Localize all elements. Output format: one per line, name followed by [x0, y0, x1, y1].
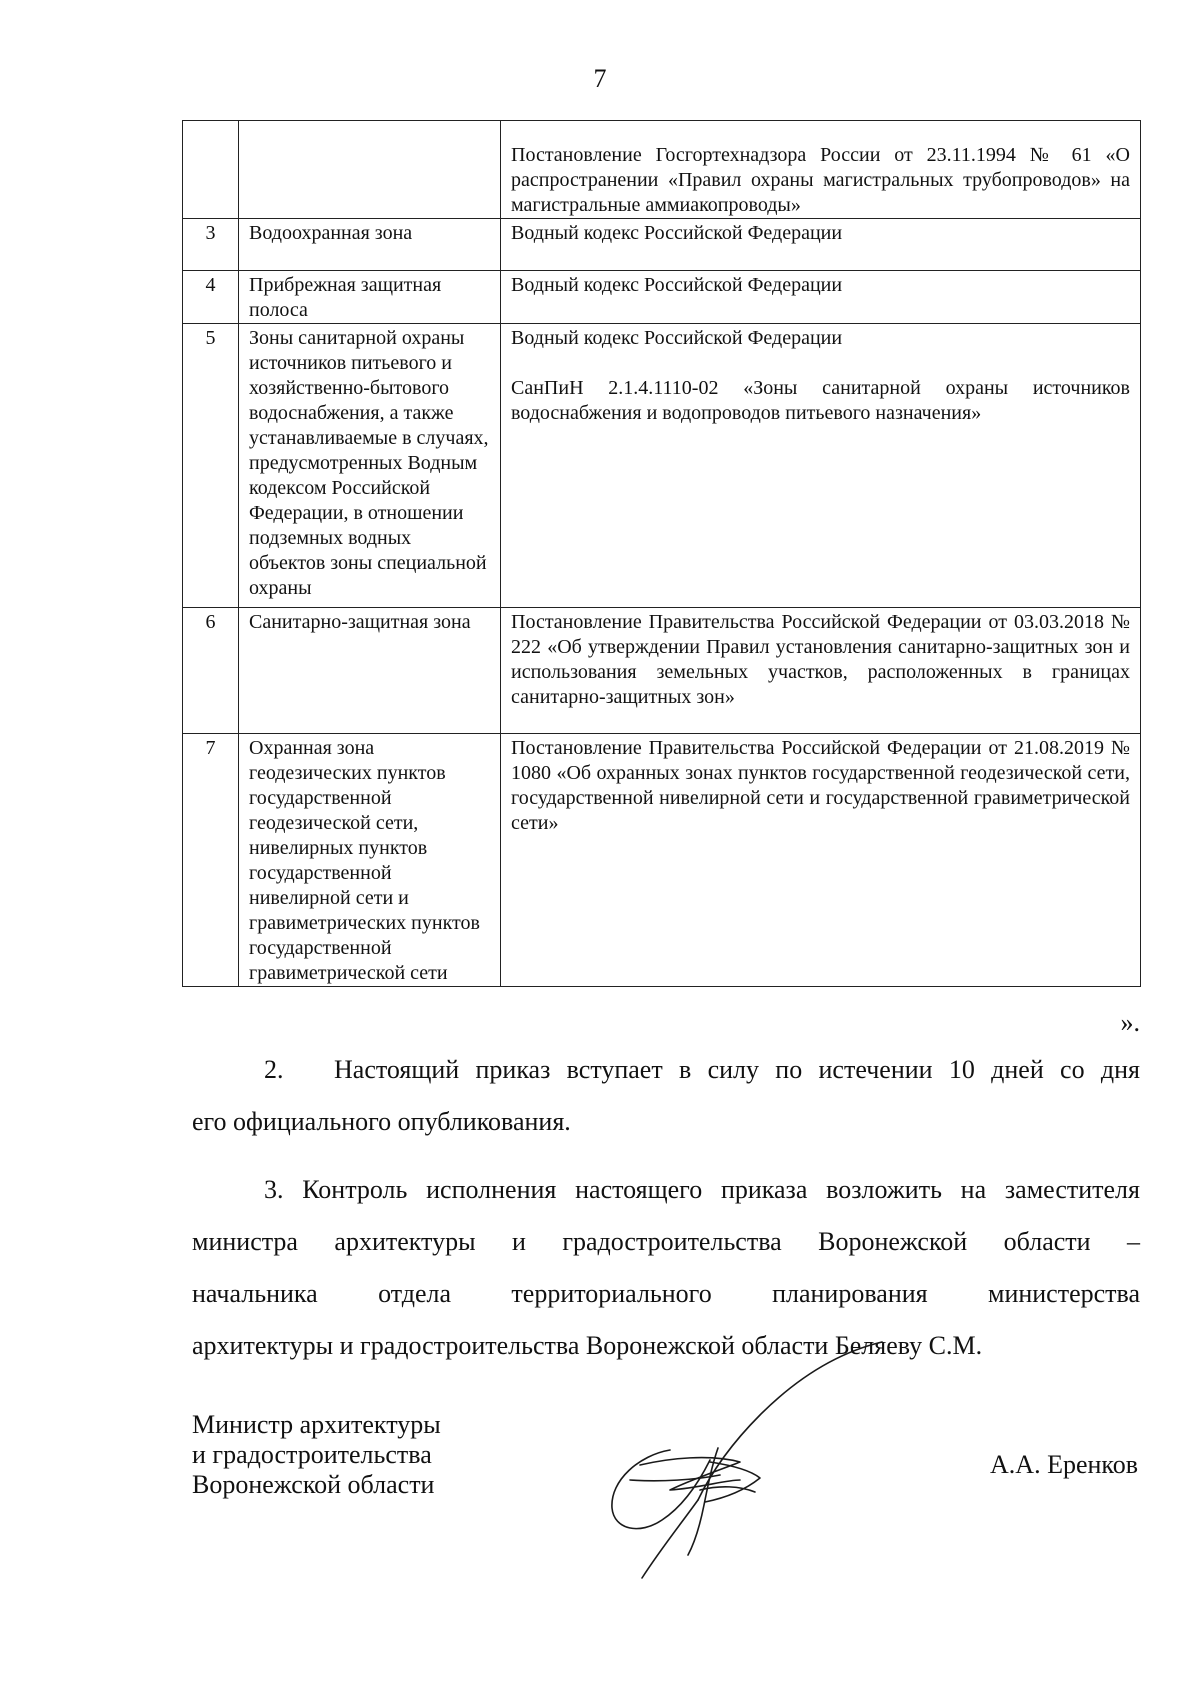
signer-title-line: Министр архитектуры [192, 1410, 441, 1439]
paragraph-text: его официального опубликования. [192, 1107, 571, 1136]
paragraph-text: Настоящий приказ вступает в силу по истечении 10 дней со дня [334, 1055, 1140, 1084]
legal-basis [501, 219, 1141, 271]
table-row [183, 271, 1141, 324]
paragraph-text: министра архитектуры и градостроительства Воронежской области – [192, 1227, 1140, 1256]
legal-basis [501, 324, 1141, 608]
legal-act: Постановление Правительства Российской Федерации от 03.03.2018 № 222 «Об утверждении Правил установления санитарно-защитных зон и использования земельных участков, расположенных в границах санитарно-защитных зон» [511, 611, 1130, 708]
closing-quote: ». [1120, 1008, 1140, 1037]
row-number: 7 [183, 734, 239, 987]
legal-act: Водный кодекс Российской Федерации [511, 222, 843, 244]
signer-name: А.А. Еренков [990, 1450, 1138, 1479]
paragraph-text: начальника отдела территориального планирования министерства [192, 1279, 1140, 1308]
legal-act: СанПиН 2.1.4.1110-02 «Зоны санитарной охраны источников водоснабжения и водопроводов питьевого назначения» [511, 377, 1130, 424]
row-number [183, 121, 239, 219]
signer-title [192, 1410, 441, 1500]
paragraph-text: 3. Контроль исполнения настоящего приказа возложить на заместителя [264, 1175, 1140, 1204]
legal-basis [501, 734, 1141, 987]
table-row [183, 219, 1141, 271]
paragraph-2 [192, 1044, 1140, 1148]
table-row [183, 121, 1141, 219]
handwritten-signature [600, 1330, 980, 1590]
legal-basis [501, 608, 1141, 734]
row-number: 4 [183, 271, 239, 324]
signer-title-line: Воронежской области [192, 1470, 435, 1499]
legal-act: Постановление Правительства Российской Федерации от 21.08.2019 № 1080 «Об охранных зонах пунктов государственной геодезической сети, государственной нивелирной сети и государственной гравиметрической сети» [511, 737, 1130, 834]
table-row [183, 734, 1141, 987]
paragraph-text: архитектуры и градостроительства Воронежской области Беляеву С.М. [192, 1331, 983, 1360]
table-row [183, 324, 1141, 608]
row-number: 6 [183, 608, 239, 734]
regulations-table [182, 120, 1141, 987]
legal-basis [501, 121, 1141, 219]
signer-title-line: и градостроительства [192, 1440, 432, 1469]
table-row [183, 608, 1141, 734]
legal-basis [501, 271, 1141, 324]
zone-name: Водоохранная зона [239, 219, 501, 271]
zone-name: Прибрежная защитная полоса [239, 271, 501, 324]
zone-name: Охранная зона геодезических пунктов государственной геодезической сети, нивелирных пунктов государственной нивелирной сети и гравиметрических пунктов государственной гравиметрической сети [239, 734, 501, 987]
zone-name: Зоны санитарной охраны источников питьевого и хозяйственно-бытового водоснабжения, а также устанавливаемые в случаях, предусмотренных Водным кодексом Российской Федерации, в отношении подземных водных объектов зоны специальной охраны [239, 324, 501, 608]
legal-act: Постановление Госгортехнадзора России от 23.11.1994 № 61 «О распространении «Правил охраны магистральных трубопроводов» на магистральные аммиакопроводы» [511, 144, 1130, 216]
paragraph-number: 2. [264, 1055, 284, 1084]
zone-name [239, 121, 501, 219]
row-number: 5 [183, 324, 239, 608]
legal-act: Водный кодекс Российской Федерации [511, 274, 843, 296]
row-number: 3 [183, 219, 239, 271]
zone-name: Санитарно-защитная зона [239, 608, 501, 734]
legal-act: Водный кодекс Российской Федерации [511, 327, 843, 349]
page-number: 7 [593, 64, 607, 93]
